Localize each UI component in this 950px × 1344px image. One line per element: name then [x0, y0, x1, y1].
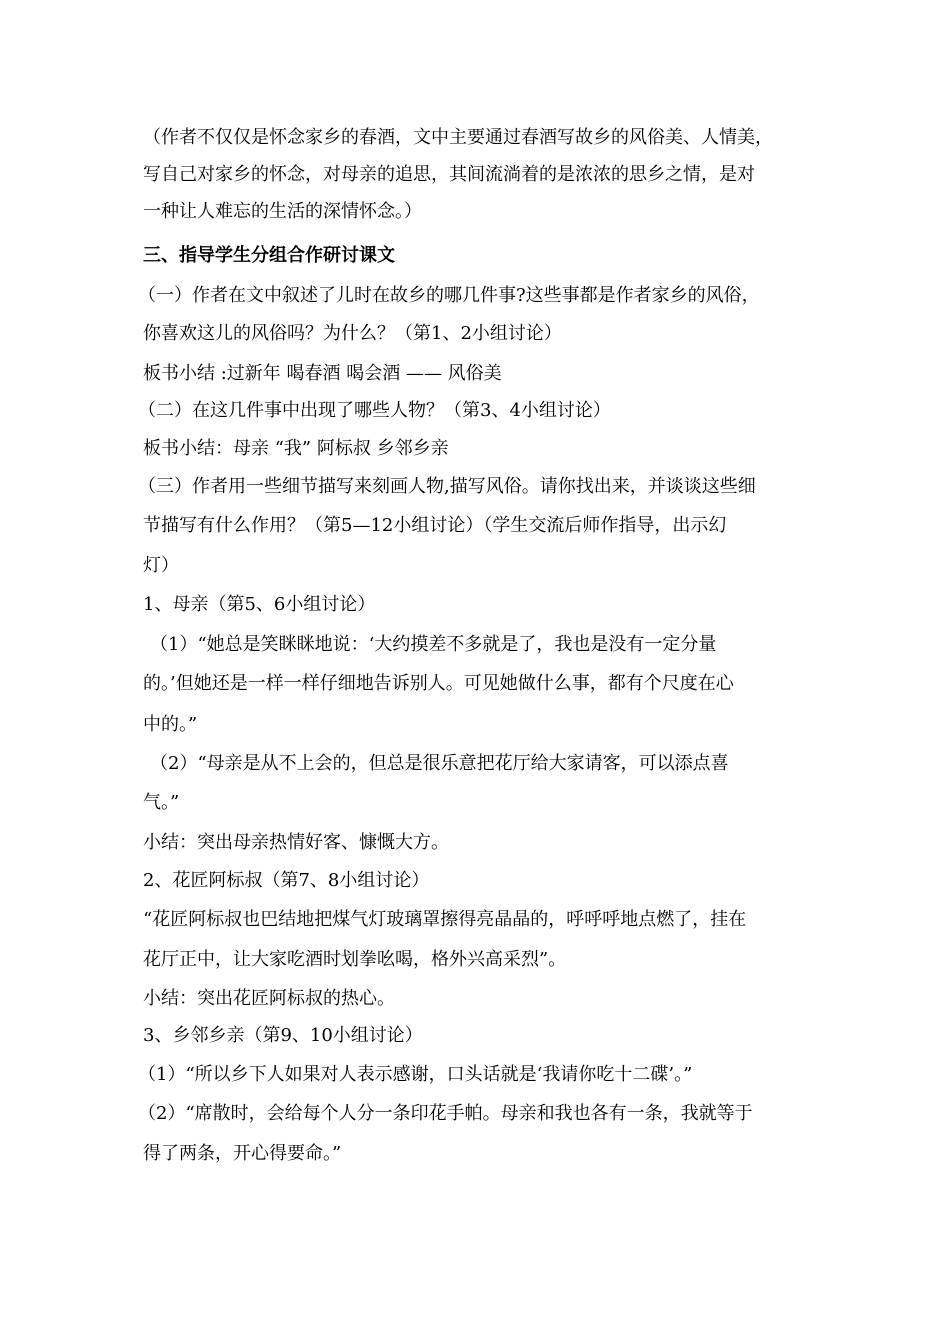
quote-line: 气。” [143, 792, 180, 813]
quote-line: 得了两条，开心得要命。” [143, 1143, 342, 1164]
quote-line: 花厅正中，让大家吃酒时划拳吆喝，格外兴高采烈”。 [143, 949, 567, 970]
paragraph-line: 节描写有什么作用？（第5—12小组讨论）（学生交流后师作指导，出示幻 [143, 515, 727, 536]
subsection-heading: 1、母亲（第5、6小组讨论） [143, 594, 376, 615]
paragraph-line: 一种让人难忘的生活的深情怀念。） [143, 201, 422, 222]
quote-line: 中的。” [143, 714, 198, 735]
paragraph-line: （二）在这几件事中出现了哪些人物？（第3、4小组讨论） [138, 400, 611, 421]
paragraph-line: 写自己对家乡的怀念，对母亲的追思，其间流淌着的是浓浓的思乡之情，是对 [143, 164, 755, 185]
paragraph-line: （作者不仅仅是怀念家乡的春酒，文中主要通过春酒写故乡的风俗美、人情美， [143, 127, 773, 148]
quote-line: “花匠阿标叔也巴结地把煤气灯玻璃罩擦得亮晶晶的，呼呼呼地点燃了，挂在 [143, 909, 747, 930]
board-summary: 板书小结：母亲 “我” 阿标叔 乡邻乡亲 [143, 438, 449, 459]
summary-line: 小结：突出母亲热情好客、慷慨大方。 [143, 832, 449, 853]
paragraph-line: 灯） [143, 555, 179, 576]
section-heading: 三、指导学生分组合作研讨课文 [143, 245, 395, 266]
subsection-heading: 3、乡邻乡亲（第9、10小组讨论） [143, 1025, 423, 1046]
quote-line: （1）“所以乡下人如果对人表示感谢，口头话就是‘我请你吃十二碟’。” [138, 1064, 693, 1085]
paragraph-line: 你喜欢这儿的风俗吗？为什么？（第1、2小组讨论） [143, 323, 562, 344]
quote-line: （2）“母亲是从不上会的，但总是很乐意把花厅给大家请客，可以添点喜 [150, 753, 729, 774]
summary-line: 小结：突出花匠阿标叔的热心。 [143, 988, 395, 1009]
paragraph-line: （一）作者在文中叙述了儿时在故乡的哪几件事?这些事都是作者家乡的风俗， [138, 285, 760, 306]
quote-line: （2）“席散时，会给每个人分一条印花手帕。母亲和我也各有一条，我就等于 [138, 1103, 753, 1124]
quote-line: （1）“她总是笑眯眯地说：‘大约摸差不多就是了，我也是没有一定分量 [150, 634, 717, 655]
board-summary: 板书小结 :过新年 喝春酒 喝会酒 —— 风俗美 [143, 363, 502, 384]
paragraph-line: （三）作者用一些细节描写来刻画人物,描写风俗。请你找出来，并谈谈这些细 [138, 476, 756, 497]
subsection-heading: 2、花匠阿标叔（第7、8小组讨论） [143, 870, 430, 891]
quote-line: 的。’但她还是一样一样仔细地告诉别人。可见她做什么事，都有个尺度在心 [143, 673, 734, 694]
